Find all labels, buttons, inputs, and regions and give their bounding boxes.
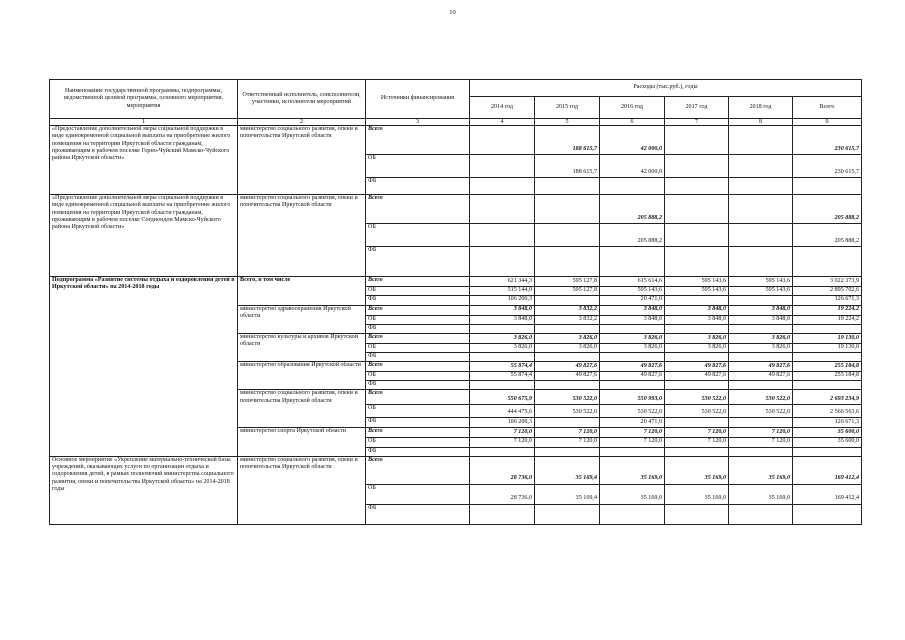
column-index: 4 bbox=[470, 119, 535, 126]
row-value: 19 224,2 bbox=[793, 305, 862, 315]
row-value: 255 184,8 bbox=[793, 362, 862, 372]
header-year: 2018 год bbox=[729, 97, 793, 119]
row-source: Всего bbox=[366, 390, 470, 405]
row-value bbox=[535, 418, 600, 428]
row-value bbox=[729, 247, 793, 277]
row-source: ФБ bbox=[366, 178, 470, 195]
row-value: 3 826,0 bbox=[535, 343, 600, 352]
row-value bbox=[793, 447, 862, 456]
row-value: 126 671,3 bbox=[793, 296, 862, 305]
row-value: 515 144,0 bbox=[470, 287, 535, 296]
row-value: 28 736,0 bbox=[470, 484, 535, 504]
row-source: ОБ bbox=[366, 372, 470, 381]
row-value: 530 522,0 bbox=[729, 390, 793, 405]
header-source: Источники финансирования bbox=[366, 80, 470, 119]
row-source: ФБ bbox=[366, 504, 470, 524]
row-value: 230 615,7 bbox=[793, 126, 862, 155]
row-value bbox=[729, 126, 793, 155]
row-value: 530 522,0 bbox=[535, 390, 600, 405]
row-value: 3 826,0 bbox=[470, 333, 535, 343]
row-value bbox=[729, 324, 793, 333]
row-value: 7 120,0 bbox=[600, 428, 665, 438]
row-value: 35 169,0 bbox=[729, 484, 793, 504]
header-expenses: Расходы (тыс.руб.), годы bbox=[470, 80, 862, 97]
row-value: 3 848,0 bbox=[665, 305, 729, 315]
row-value: 3 848,0 bbox=[729, 315, 793, 324]
row-value: 20 471,0 bbox=[600, 418, 665, 428]
row-value: 7 120,0 bbox=[535, 438, 600, 447]
row-value: 49 827,6 bbox=[600, 372, 665, 381]
row-value bbox=[729, 155, 793, 178]
column-index: 9 bbox=[793, 119, 862, 126]
row-value: 7 120,0 bbox=[729, 438, 793, 447]
row-source: ОБ bbox=[366, 343, 470, 352]
row-value bbox=[470, 224, 535, 247]
row-value: 3 848,0 bbox=[470, 315, 535, 324]
row-value bbox=[535, 504, 600, 524]
row-name: Основное мероприятие «Укрепление материально-технической базы учреждений, оказывающих услуги по организации отдыха и оздоровления детей, в рамках полномочий министерства социального развития, опеки и попечительства Иркутской области» на 2014-2018 годы bbox=[50, 456, 238, 524]
row-value: 595 143,6 bbox=[600, 287, 665, 296]
row-value bbox=[665, 247, 729, 277]
row-value: 595 127,8 bbox=[535, 277, 600, 287]
row-value bbox=[729, 195, 793, 224]
row-value: 595 127,8 bbox=[535, 287, 600, 296]
row-value: 19 130,0 bbox=[793, 343, 862, 352]
row-value: 530 522,0 bbox=[535, 405, 600, 418]
row-value bbox=[470, 178, 535, 195]
row-source: ФБ bbox=[366, 381, 470, 390]
row-value: 35 169,0 bbox=[665, 456, 729, 484]
row-value: 3 826,0 bbox=[665, 333, 729, 343]
row-value: 3 848,0 bbox=[600, 305, 665, 315]
row-value bbox=[729, 353, 793, 362]
row-source: Всего bbox=[366, 277, 470, 287]
table-row bbox=[50, 456, 862, 484]
row-value: 621 344,3 bbox=[470, 277, 535, 287]
row-value bbox=[793, 504, 862, 524]
row-source: ОБ bbox=[366, 287, 470, 296]
row-value bbox=[729, 418, 793, 428]
row-value bbox=[665, 224, 729, 247]
row-source: Всего bbox=[366, 333, 470, 343]
row-value bbox=[535, 296, 600, 305]
row-value bbox=[470, 155, 535, 178]
row-value: 7 120,0 bbox=[535, 428, 600, 438]
row-value bbox=[600, 247, 665, 277]
row-source: ФБ bbox=[366, 247, 470, 277]
budget-table bbox=[49, 79, 862, 525]
row-value bbox=[665, 504, 729, 524]
row-value bbox=[600, 504, 665, 524]
header-year: 2016 год bbox=[600, 97, 665, 119]
row-value bbox=[729, 296, 793, 305]
row-value bbox=[600, 353, 665, 362]
row-value: 35 600,0 bbox=[793, 438, 862, 447]
column-index: 3 bbox=[366, 119, 470, 126]
row-source: Всего bbox=[366, 456, 470, 484]
row-value bbox=[600, 178, 665, 195]
row-executor: министерство социального развития, опеки и попечительства Иркутской области bbox=[238, 390, 366, 428]
row-executor: министерство здравоохранения Иркутской области bbox=[238, 305, 366, 333]
row-value: 7 120,0 bbox=[470, 428, 535, 438]
row-value bbox=[470, 126, 535, 155]
row-executor: министерство спорта Иркутской области bbox=[238, 428, 366, 456]
row-source: ФБ bbox=[366, 296, 470, 305]
row-value bbox=[793, 178, 862, 195]
row-value bbox=[665, 296, 729, 305]
row-value: 35 169,0 bbox=[600, 484, 665, 504]
row-value bbox=[729, 224, 793, 247]
row-source: Всего bbox=[366, 362, 470, 372]
row-value bbox=[470, 195, 535, 224]
row-value bbox=[729, 178, 793, 195]
row-value: 3 826,0 bbox=[729, 343, 793, 352]
row-value: 595 143,6 bbox=[729, 277, 793, 287]
row-value bbox=[535, 353, 600, 362]
row-source: ОБ bbox=[366, 438, 470, 447]
row-value bbox=[535, 324, 600, 333]
column-index-row bbox=[50, 119, 862, 126]
header-year: 2014 год bbox=[470, 97, 535, 119]
row-value: 3 832,2 bbox=[535, 305, 600, 315]
row-value bbox=[535, 178, 600, 195]
table-row bbox=[50, 126, 862, 155]
row-value: 205 888,2 bbox=[793, 224, 862, 247]
row-value: 28 736,0 bbox=[470, 456, 535, 484]
row-source: Всего bbox=[366, 428, 470, 438]
row-value: 530 522,0 bbox=[665, 390, 729, 405]
row-value bbox=[793, 324, 862, 333]
row-name: «Предоставление дополнительной меры социальной поддержки в виде единовременной социальной выплаты на приобретение жилого помещения на территории Иркутской области гражданам, проживающим в рабочем поселке Согдиондон Мамско-Чуйского района Иркутской области» bbox=[50, 195, 238, 277]
row-value: 35 169,4 bbox=[535, 456, 600, 484]
row-value: 550 993,0 bbox=[600, 390, 665, 405]
row-value: 49 827,6 bbox=[535, 372, 600, 381]
row-value: 3 826,0 bbox=[729, 333, 793, 343]
header-year: 2017 год bbox=[665, 97, 729, 119]
row-source: ОБ bbox=[366, 405, 470, 418]
row-value bbox=[729, 447, 793, 456]
row-value: 3 832,2 bbox=[535, 315, 600, 324]
row-value: 3 848,0 bbox=[665, 315, 729, 324]
row-executor: министерство социального развития, опеки и попечительства Иркутской области bbox=[238, 456, 366, 524]
row-value: 49 827,6 bbox=[535, 362, 600, 372]
row-value: 42 000,0 bbox=[600, 126, 665, 155]
row-source: ФБ bbox=[366, 418, 470, 428]
row-executor: министерство образования Иркутской области bbox=[238, 362, 366, 390]
row-value: 35 169,0 bbox=[600, 456, 665, 484]
row-value bbox=[535, 224, 600, 247]
row-value: 3 848,0 bbox=[729, 305, 793, 315]
row-value: 3 826,0 bbox=[470, 343, 535, 352]
column-index: 5 bbox=[535, 119, 600, 126]
row-value: 3 826,0 bbox=[600, 343, 665, 352]
column-index: 7 bbox=[665, 119, 729, 126]
row-value bbox=[665, 195, 729, 224]
row-value bbox=[535, 447, 600, 456]
table-row bbox=[50, 277, 862, 287]
row-value bbox=[793, 247, 862, 277]
table-body bbox=[50, 126, 862, 525]
row-value: 550 675,9 bbox=[470, 390, 535, 405]
row-value: 205 888,2 bbox=[600, 195, 665, 224]
row-value bbox=[665, 447, 729, 456]
row-value: 7 120,0 bbox=[665, 438, 729, 447]
row-value: 106 200,3 bbox=[470, 418, 535, 428]
row-source: ОБ bbox=[366, 315, 470, 324]
row-value: 35 169,0 bbox=[665, 484, 729, 504]
row-value: 35 600,0 bbox=[793, 428, 862, 438]
row-value bbox=[793, 353, 862, 362]
row-value bbox=[665, 353, 729, 362]
column-index: 1 bbox=[50, 119, 238, 126]
row-source: ОБ bbox=[366, 155, 470, 178]
row-value: 19 224,2 bbox=[793, 315, 862, 324]
row-source: Всего bbox=[366, 126, 470, 155]
row-executor: Всего, в том числе bbox=[238, 277, 366, 306]
row-value bbox=[600, 324, 665, 333]
row-source: ФБ bbox=[366, 353, 470, 362]
row-value bbox=[665, 155, 729, 178]
row-value: 444 475,6 bbox=[470, 405, 535, 418]
column-index: 6 bbox=[600, 119, 665, 126]
row-value bbox=[729, 381, 793, 390]
row-value: 2 895 702,6 bbox=[793, 287, 862, 296]
row-value: 2 693 234,9 bbox=[793, 390, 862, 405]
row-value: 205 888,2 bbox=[793, 195, 862, 224]
header-total: Всего bbox=[793, 97, 862, 119]
row-source: ОБ bbox=[366, 224, 470, 247]
row-executor: министерство культуры и архивов Иркутской области bbox=[238, 333, 366, 361]
row-value bbox=[665, 381, 729, 390]
header-name: Наименование государственной программы, подпрограммы, ведомственной целевой программы, основного мероприятия, мероприятия bbox=[50, 80, 238, 119]
row-name: «Предоставление дополнительной меры социальной поддержки в виде единовременной социальной выплаты на приобретение жилого помещения на территории Иркутской области гражданам, проживающим в рабочем поселке Горно-Чуйский Мамско-Чуйского района Иркутской области» bbox=[50, 126, 238, 195]
row-source: ОБ bbox=[366, 484, 470, 504]
row-source: ФБ bbox=[366, 324, 470, 333]
row-value: 3 848,0 bbox=[600, 315, 665, 324]
row-value: 169 412,4 bbox=[793, 456, 862, 484]
row-value: 3 848,0 bbox=[470, 305, 535, 315]
row-value: 3 826,0 bbox=[665, 343, 729, 352]
row-value: 35 169,4 bbox=[535, 484, 600, 504]
row-value bbox=[535, 381, 600, 390]
row-value: 49 827,6 bbox=[665, 372, 729, 381]
row-value bbox=[535, 195, 600, 224]
row-value: 2 566 563,6 bbox=[793, 405, 862, 418]
row-source: Всего bbox=[366, 195, 470, 224]
row-value: 7 120,0 bbox=[729, 428, 793, 438]
table-header bbox=[50, 80, 862, 126]
row-value: 42 000,0 bbox=[600, 155, 665, 178]
row-value: 3 022 373,9 bbox=[793, 277, 862, 287]
row-value bbox=[600, 447, 665, 456]
row-value bbox=[729, 504, 793, 524]
row-value bbox=[470, 504, 535, 524]
row-value: 188 615,7 bbox=[535, 155, 600, 178]
row-value bbox=[470, 324, 535, 333]
row-value: 3 826,0 bbox=[600, 333, 665, 343]
row-value: 49 827,6 bbox=[729, 372, 793, 381]
row-value: 55 874,4 bbox=[470, 372, 535, 381]
row-value: 3 826,0 bbox=[535, 333, 600, 343]
row-value: 106 200,3 bbox=[470, 296, 535, 305]
row-value: 530 522,0 bbox=[665, 405, 729, 418]
row-executor: министерство социального развития, опеки и попечительства Иркутской области bbox=[238, 126, 366, 195]
page-number: 10 bbox=[449, 9, 456, 16]
row-value: 49 827,6 bbox=[600, 362, 665, 372]
row-value: 55 874,4 bbox=[470, 362, 535, 372]
row-value bbox=[600, 381, 665, 390]
row-value: 615 614,6 bbox=[600, 277, 665, 287]
row-value bbox=[665, 126, 729, 155]
row-value bbox=[535, 247, 600, 277]
row-value: 7 120,0 bbox=[665, 428, 729, 438]
row-value: 20 471,0 bbox=[600, 296, 665, 305]
row-value: 205 888,2 bbox=[600, 224, 665, 247]
header-executor: Ответственный исполнитель, соисполнители, участники, исполнители мероприятий bbox=[238, 80, 366, 119]
row-value bbox=[470, 247, 535, 277]
row-source: ФБ bbox=[366, 447, 470, 456]
row-value: 19 130,0 bbox=[793, 333, 862, 343]
row-value: 35 169,0 bbox=[729, 456, 793, 484]
row-value bbox=[470, 447, 535, 456]
row-name: Подпрограмма «Развитие системы отдыха и оздоровления детей в Иркутской области» на 2014-2018 годы bbox=[50, 277, 238, 457]
row-value: 7 120,0 bbox=[600, 438, 665, 447]
column-index: 8 bbox=[729, 119, 793, 126]
row-value: 126 671,3 bbox=[793, 418, 862, 428]
row-value: 255 184,8 bbox=[793, 372, 862, 381]
row-value: 595 143,6 bbox=[665, 287, 729, 296]
row-value: 230 615,7 bbox=[793, 155, 862, 178]
row-value: 49 827,6 bbox=[665, 362, 729, 372]
row-source: Всего bbox=[366, 305, 470, 315]
row-value bbox=[665, 418, 729, 428]
row-value: 49 827,6 bbox=[729, 362, 793, 372]
row-value bbox=[470, 353, 535, 362]
row-value bbox=[470, 381, 535, 390]
row-value bbox=[665, 178, 729, 195]
row-executor: министерство социального развития, опеки и попечительства Иркутской области bbox=[238, 195, 366, 277]
column-index: 2 bbox=[238, 119, 366, 126]
row-value: 169 412,4 bbox=[793, 484, 862, 504]
header-year: 2015 год bbox=[535, 97, 600, 119]
row-value bbox=[665, 324, 729, 333]
row-value: 7 120,0 bbox=[470, 438, 535, 447]
row-value: 595 143,6 bbox=[665, 277, 729, 287]
row-value: 188 615,7 bbox=[535, 126, 600, 155]
row-value: 530 522,0 bbox=[729, 405, 793, 418]
row-value: 595 143,6 bbox=[729, 287, 793, 296]
row-value: 530 522,0 bbox=[600, 405, 665, 418]
table-row bbox=[50, 195, 862, 224]
row-value bbox=[793, 381, 862, 390]
